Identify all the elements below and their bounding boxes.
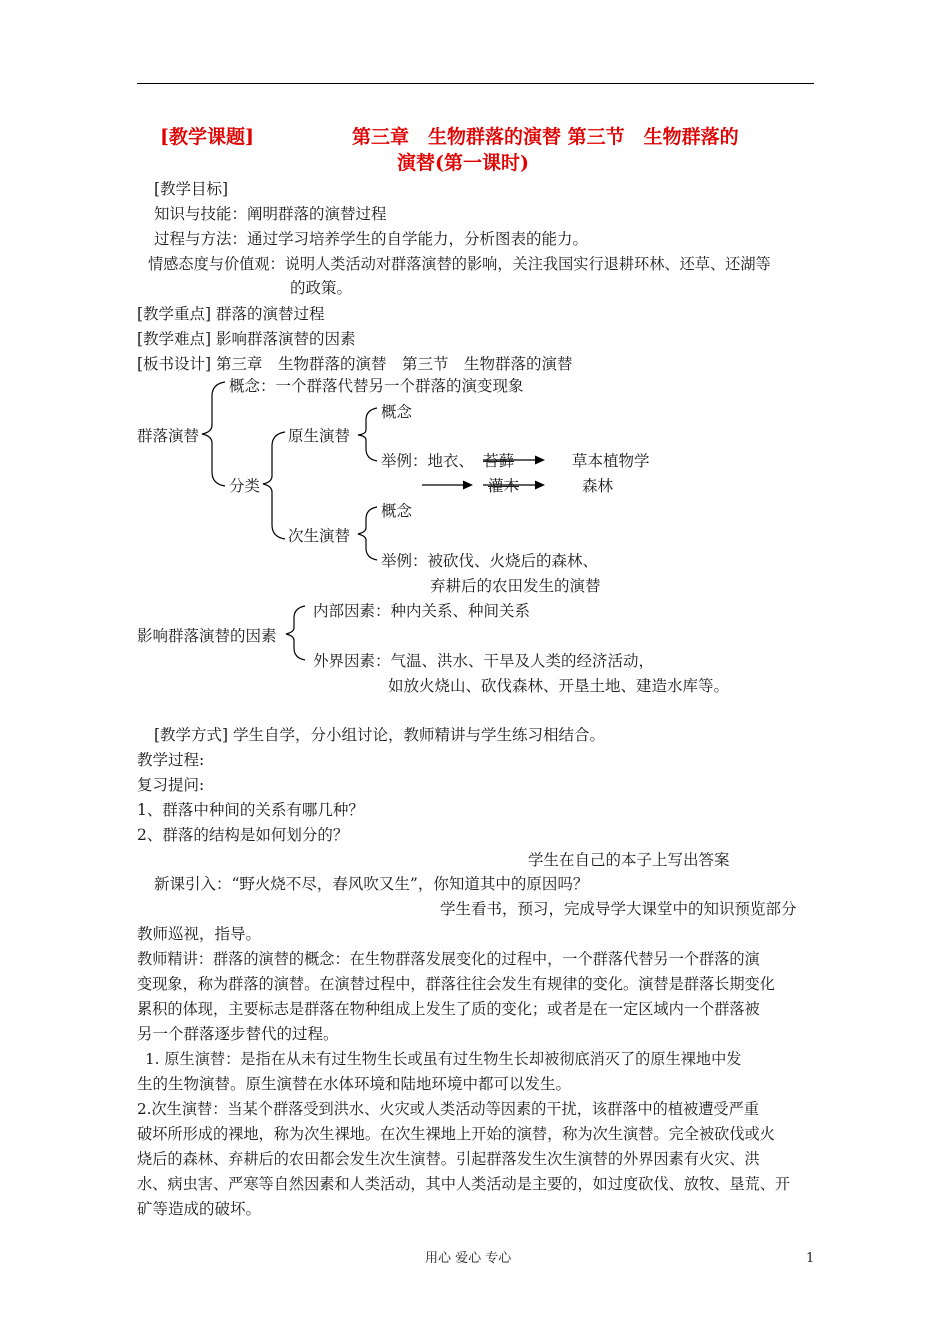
secondary-brace (358, 507, 377, 560)
diagram-internal-factors: 内部因素：种内关系、种间关系 (313, 602, 531, 620)
diagram-secondary: 次生演替 (288, 527, 351, 545)
primary-brace (358, 408, 377, 461)
diagram-shrub: 灌木 (488, 477, 520, 495)
diagram-secondary-example-2: 弃耕后的农田发生的演替 (430, 577, 601, 595)
paragraph-secondary-line2: 破坏所形成的裸地，称为次生裸地。在次生裸地上开始的演替，称为次生演替。完全被砍伐或火 (137, 1125, 775, 1143)
diagram-primary: 原生演替 (288, 427, 351, 445)
review-heading: 复习提问: (137, 776, 205, 794)
diagram-primary-concept: 概念 (381, 403, 413, 421)
paragraph-secondary-line4: 水、病虫害、严寒等自然因素和人类活动，其中人类活动是主要的，如过度砍伐、放牧、垦荒、开 (137, 1175, 791, 1193)
lesson-label: [教学课题] (160, 126, 254, 148)
process-heading: 教学过程: (137, 751, 205, 769)
teacher-patrol: 教师巡视，指导。 (137, 925, 262, 943)
classification-brace (263, 432, 285, 539)
paragraph-secondary-line1: 2.次生演替：当某个群落受到洪水、火灾或人类活动等因素的干扰，该群落中的植被遭受严重 (137, 1100, 759, 1118)
teaching-method: [教学方式] 学生自学，分小组讨论，教师精讲与学生练习相结合。 (154, 726, 606, 744)
objectives-heading: [教学目标] (154, 180, 229, 198)
objective-process: 过程与方法：通过学习培养学生的自学能力，分析图表的能力。 (154, 230, 589, 248)
footer-motto: 用心 爱心 专心 (425, 1251, 512, 1266)
objective-emotion-line1: 情感态度与价值观：说明人类活动对群落演替的影响，关注我国实行退耕环林、还草、还湖等 (148, 255, 771, 273)
diagram-factors-root: 影响群落演替的因素 (137, 627, 277, 645)
diagram-root: 群落演替 (137, 427, 200, 445)
board-design: [板书设计] 第三章 生物群落的演替 第三节 生物群落的演替 (137, 355, 573, 373)
diagram-classification: 分类 (229, 477, 261, 495)
answer-note: 学生在自己的本子上写出答案 (528, 851, 730, 869)
difficulty: [教学难点] 影响群落演替的因素 (137, 330, 356, 348)
paragraph-secondary-line3: 烧后的森林、弃耕后的农田都会发生次生演替。引起群落发生次生演替的外界因素有火灾、洪 (137, 1150, 760, 1168)
factors-brace (286, 606, 305, 660)
objective-knowledge: 知识与技能：阐明群落的演替过程 (154, 205, 387, 223)
paragraph-primary-line1: 1. 原生演替：是指在从未有过生物生长或虽有过生物生长却被彻底消灭了的原生裸地中发 (145, 1050, 742, 1068)
paragraph-definition-line3: 累积的体现，主要标志是群落在物种组成上发生了质的变化；或者是在一定区域内一个群落被 (137, 1000, 760, 1018)
key-point: [教学重点] 群落的演替过程 (137, 305, 325, 323)
paragraph-definition-line1: 教师精讲：群落的演替的概念：在生物群落发展变化的过程中，一个群落代替另一个群落的演 (137, 950, 760, 968)
root-brace (202, 382, 225, 486)
diagram-moss: 苔藓 (483, 452, 515, 470)
paragraph-secondary-line5: 矿等造成的破坏。 (137, 1200, 262, 1218)
paragraph-definition-line2: 变现象，称为群落的演替。在演替过程中，群落往往会发生有规律的变化。演替是群落长期变化 (137, 975, 775, 993)
new-lesson-intro: 新课引入：“野火烧不尽，春风吹又生”，你知道其中的原因吗？ (154, 875, 589, 893)
diagram-secondary-concept: 概念 (381, 502, 413, 520)
paragraph-primary-line2: 生的生物演替。原生演替在水体环境和陆地环境中都可以发生。 (137, 1075, 572, 1093)
lesson-title-line2: 演替(第一课时) (397, 152, 529, 174)
diagram-concept: 概念：一个群落代替另一个群落的演变现象 (229, 377, 524, 395)
paragraph-definition-line4: 另一个群落逐步替代的过程。 (137, 1025, 339, 1043)
diagram-forest: 森林 (582, 477, 614, 495)
review-question-2: 2、群落的结构是如何划分的？ (137, 826, 349, 844)
diagram-external-factors-1: 外界因素：气温、洪水、干旱及人类的经济活动， (313, 652, 655, 670)
diagram-external-factors-2: 如放火烧山、砍伐森林、开垦土地、建造水库等。 (388, 677, 730, 695)
review-question-1: 1、群落中种间的关系有哪几种？ (137, 801, 364, 819)
objective-emotion-line2: 的政策。 (290, 279, 353, 297)
diagram-secondary-example-1: 举例：被砍伐、火烧后的森林、 (381, 552, 599, 570)
lesson-title-line1: 第三章 生物群落的演替 第三节 生物群落的 (352, 126, 739, 148)
diagram-herb: 草本植物学 (572, 452, 650, 470)
student-reading: 学生看书，预习，完成导学大课堂中的知识预览部分 (440, 900, 797, 918)
header-rule (137, 83, 814, 84)
diagram-primary-example: 举例：地衣、 (381, 452, 475, 470)
page-number: 1 (806, 1251, 815, 1266)
